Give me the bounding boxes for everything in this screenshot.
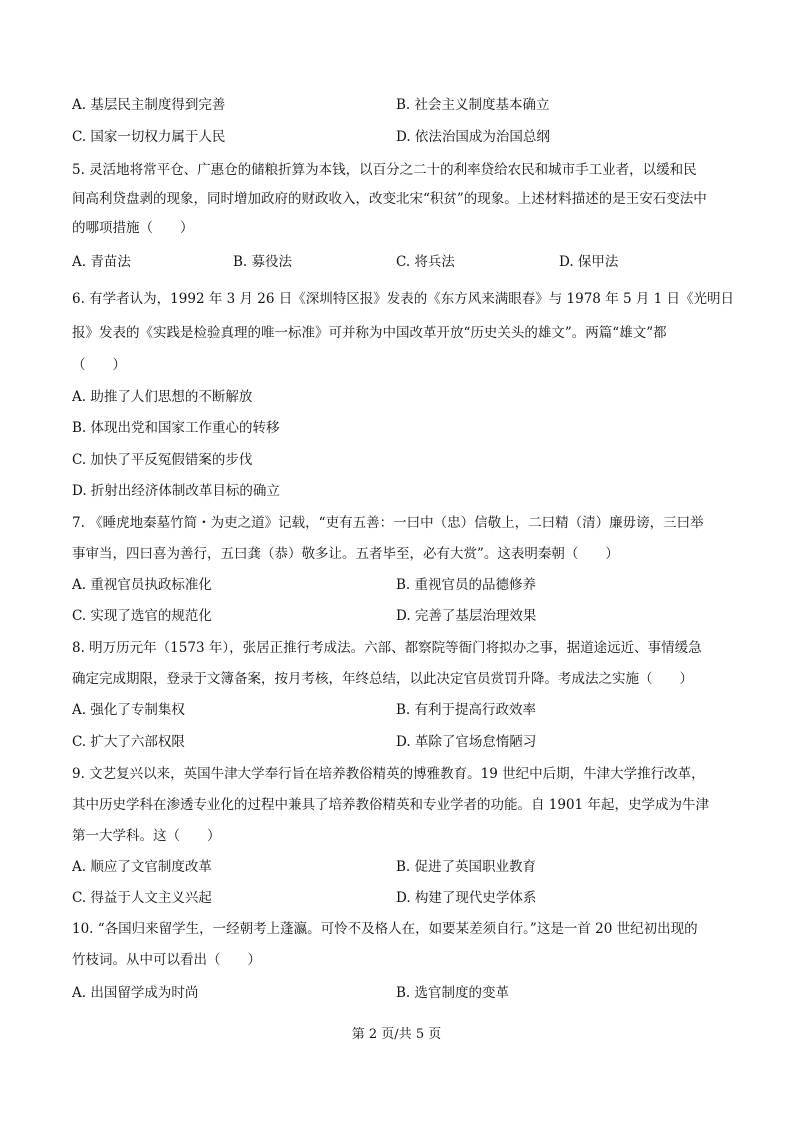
q6-stem-line3: （ ）: [72, 357, 126, 373]
q8-option-b: B. 有利于提高行政效率: [396, 702, 537, 718]
q7-option-d: D. 完善了基层治理效果: [396, 608, 537, 624]
q8-option-d: D. 革除了官场怠惰陋习: [396, 734, 537, 750]
q5-stem-line1: 5. 灵活地将常平仓、广惠仓的储粮折算为本钱，以百分之二十的利率贷给农民和城市手工业者，以缓和民: [72, 162, 697, 178]
q6-option-c: C. 加快了平反冤假错案的步伐: [72, 452, 253, 468]
q7-stem-line2: 事审当，四曰喜为善行，五曰龚（恭）敬多让。五者毕至，必有大赏”。这表明秦朝（ ）: [72, 546, 619, 562]
q9-stem-line2: 其中历史学科在渗透专业化的过程中兼具了培养教俗精英和专业学者的功能。自 1901 年起，史学成为牛津: [72, 797, 709, 813]
q8-stem-line1: 8. 明万历元年（1573 年），张居正推行考成法。六部、都察院等衙门将拟办之事，据道途远近、事情缓急: [72, 640, 702, 656]
q5-option-d: D. 保甲法: [559, 254, 619, 270]
q9-stem-line3: 第一大学科。这（ ）: [72, 828, 221, 844]
q9-option-c: C. 得益于人文主义兴起: [72, 890, 212, 906]
q4-option-d: D. 依法治国成为治国总纲: [396, 129, 550, 145]
q5-option-a: A. 青苗法: [72, 254, 131, 270]
q5-option-b: B. 募役法: [233, 254, 293, 270]
q7-option-c: C. 实现了选官的规范化: [72, 608, 212, 624]
q6-option-a: A. 助推了人们思想的不断解放: [72, 389, 253, 405]
q8-stem-line2: 确定完成期限，登录于文簿备案，按月考核，年终总结，以此决定官员赏罚升降。考成法之实施（ ）: [72, 671, 693, 687]
q4-option-c: C. 国家一切权力属于人民: [72, 129, 226, 145]
q10-option-a: A. 出国留学成为时尚: [72, 985, 199, 1001]
q5-stem-line2: 间高利贷盘剥的现象，同时增加政府的财政收入，改变北宋“积贫”的现象。上述材料描述的是王安石变法中: [72, 191, 707, 207]
q10-stem-line2: 竹枝词。从中可以看出（ ）: [72, 952, 261, 968]
q10-option-b: B. 选官制度的变革: [396, 985, 510, 1001]
q8-option-a: A. 强化了专制集权: [72, 702, 185, 718]
q9-option-d: D. 构建了现代史学体系: [396, 890, 537, 906]
q10-stem-line1: 10. “各国归来留学生，一经朝考上蓬瀛。可怜不及格人在，如要某差须自行。”这是一首 20 世纪初出现的: [72, 921, 698, 937]
q5-option-c: C. 将兵法: [396, 254, 455, 270]
q9-option-a: A. 顺应了文官制度改革: [72, 859, 212, 875]
q6-option-b: B. 体现出党和国家工作重心的转移: [72, 420, 280, 436]
page-number-footer: 第 2 页/共 5 页: [351, 1027, 442, 1042]
q8-option-c: C. 扩大了六部权限: [72, 734, 185, 750]
q6-stem-line1: 6. 有学者认为，1992 年 3 月 26 日《深圳特区报》发表的《东方风来满眼春》与 1978 年 5 月 1 日《光明日: [72, 291, 735, 307]
q7-stem-line1: 7. 《睡虎地秦墓竹简・为吏之道》记载，“吏有五善：一曰中（忠）信敬上，二曰精（清）廉毋谤，三曰举: [72, 515, 704, 531]
q7-option-a: A. 重视官员执政标准化: [72, 577, 212, 593]
q7-option-b: B. 重视官员的品德修养: [396, 577, 537, 593]
q6-option-d: D. 折射出经济体制改革目标的确立: [72, 483, 280, 499]
q4-option-b: B. 社会主义制度基本确立: [396, 97, 550, 113]
q6-stem-line2: 报》发表的《实践是检验真理的唯一标准》可并称为中国改革开放“历史关头的雄文”。两篇“雄文”都: [72, 325, 667, 341]
q5-stem-line3: 的哪项措施（ ）: [72, 220, 194, 236]
q9-option-b: B. 促进了英国职业教育: [396, 859, 537, 875]
q9-stem-line1: 9. 文艺复兴以来，英国牛津大学奉行旨在培养教俗精英的博雅教育。19 世纪中后期，牛津大学推行改革，: [72, 766, 705, 782]
q4-option-a: A. 基层民主制度得到完善: [72, 97, 226, 113]
